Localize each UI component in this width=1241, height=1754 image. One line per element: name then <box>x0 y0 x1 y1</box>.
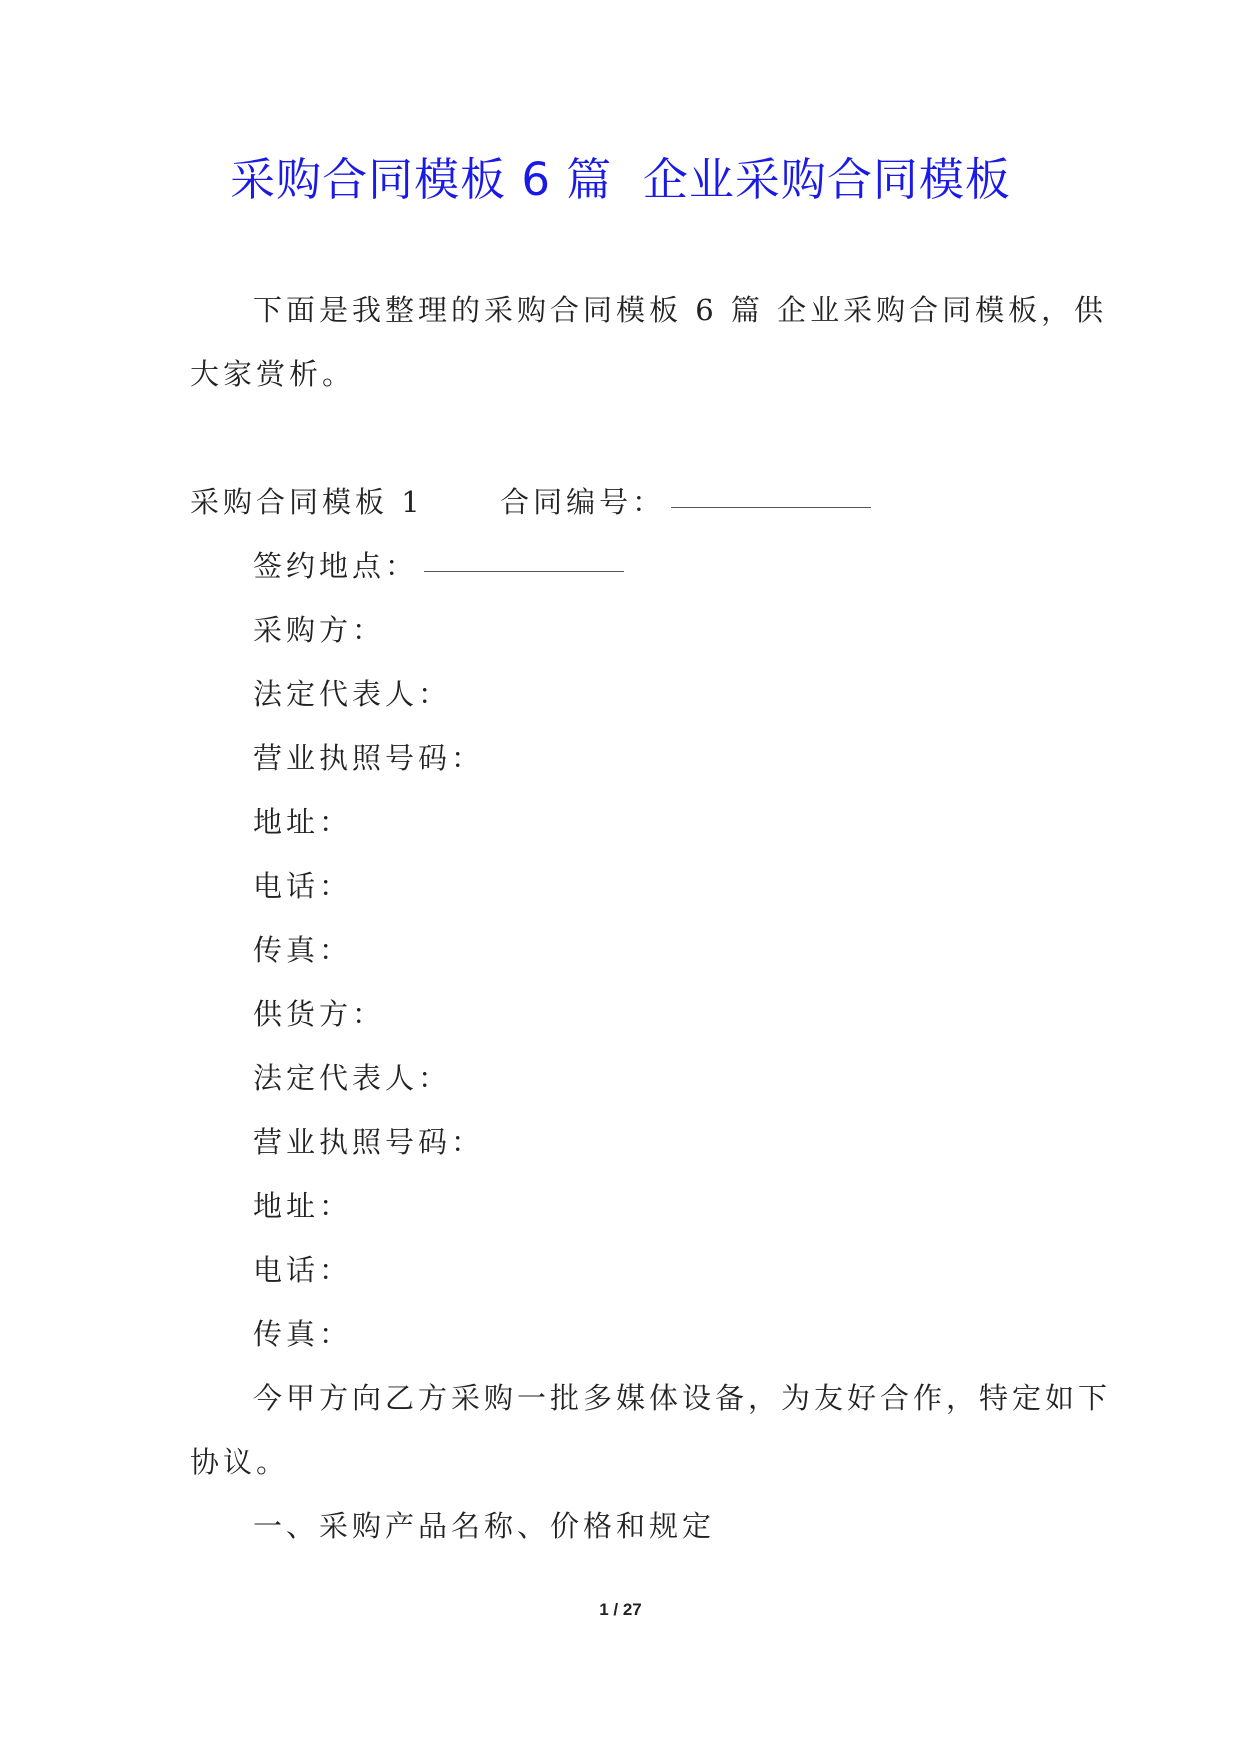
contract-number-label: 合同编号： <box>500 485 666 519</box>
buyer-address-label: 地址： <box>253 805 353 839</box>
buyer-label: 采购方： <box>253 613 386 647</box>
intro-line-2: 大家赏析。 <box>190 357 356 391</box>
supplier-fax-label: 传真： <box>253 1317 353 1351</box>
contract-number-blank <box>671 506 871 508</box>
intro-line-1: 下面是我整理的采购合同模板 6 篇 企业采购合同模板，供 <box>253 293 1108 327</box>
signing-place-row <box>253 546 624 586</box>
page-indicator: 1 / 27 <box>599 1600 642 1619</box>
supplier-label: 供货方： <box>253 997 386 1031</box>
buyer-fax-label: 传真： <box>253 933 353 967</box>
contract-heading-row <box>190 482 871 522</box>
supplier-rep-label: 法定代表人： <box>253 1061 452 1095</box>
agreement-line-1: 今甲方向乙方采购一批多媒体设备，为友好合作，特定如下 <box>253 1381 1112 1415</box>
buyer-rep-label: 法定代表人： <box>253 677 452 711</box>
buyer-license-label: 营业执照号码： <box>253 741 485 775</box>
supplier-license-label: 营业执照号码： <box>253 1125 485 1159</box>
supplier-phone-label: 电话： <box>253 1253 353 1287</box>
buyer-phone-label: 电话： <box>253 869 353 903</box>
document-title: 采购合同模板 6 篇 企业采购合同模板 <box>230 153 1011 206</box>
signing-place-blank <box>424 570 624 572</box>
contract-heading: 采购合同模板 1 <box>190 485 424 519</box>
agreement-line-2: 协议。 <box>190 1445 290 1479</box>
signing-place-label: 签约地点： <box>253 549 419 583</box>
supplier-address-label: 地址： <box>253 1189 353 1223</box>
section-1-heading: 一、采购产品名称、价格和规定 <box>253 1509 716 1543</box>
